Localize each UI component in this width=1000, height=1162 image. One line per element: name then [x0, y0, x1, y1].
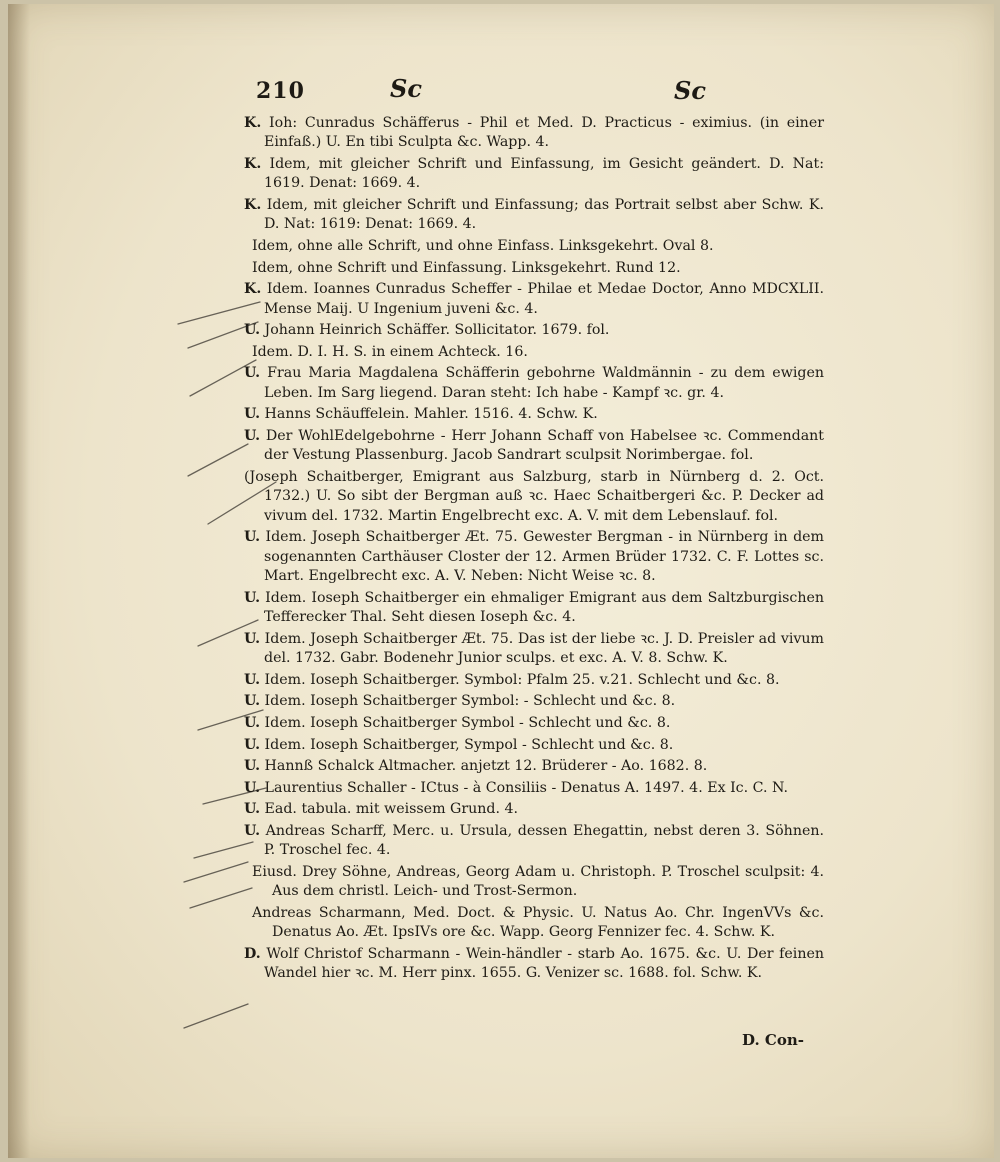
catalog-entry [244, 259, 824, 278]
entry-mark: K. [244, 281, 262, 298]
entry-mark: K. [244, 115, 262, 131]
entry-text: Idem, mit gleicher Schrift und Einfassung, im Gesicht geändert. D. Nat: 1619. Denat: 1669. 4. [264, 156, 824, 192]
entry-text: Wolf Christof Scharmann - Wein-händler - starb Ao. 1675. &c. U. Der feinen Wandel hier ꝛc. M. Herr pinx. 1655. G. Venizer sc. 1688. fol. Schw. K. [264, 945, 825, 982]
entry-text: Idem, mit gleicher Schrift und Einfassung; das Portrait selbst aber Schw. K. D. Nat: 1619: Denat: 1669. 4. [264, 197, 824, 233]
entry-mark: U. [244, 630, 261, 647]
catalog-entry [244, 427, 824, 466]
catalog-entry [244, 757, 824, 776]
catalog-entries [244, 114, 824, 986]
entry-text: Idem. Ioseph Schaitberger Symbol: - Schlecht und &c. 8. [264, 693, 676, 710]
entry-text: Idem. Ioannes Cunradus Scheffer - Philae et Medae Doctor, Anno MDCXLII. Mense Maij. U Ingenium juveni &c. 4. [264, 281, 824, 317]
entry-text: Ioh: Cunradus Schäfferus - Phil et Med. D. Practicus - eximius. (in einer Einfaß.) U. En tibi Sculpta &c. Wapp. 4. [264, 115, 824, 151]
entry-text: Idem. Ioseph Schaitberger, Sympol - Schlecht und &c. 8. [264, 736, 674, 753]
entry-text: Eiusd. Drey Söhne, Andreas, Georg Adam u. Christoph. P. Troschel sculpsit: 4. Aus dem christl. Leich- und Trost-Sermon. [252, 863, 824, 900]
entry-text: Laurentius Schaller - ICtus - à Consiliis - Denatus A. 1497. 4. Ex Ic. C. N. [264, 779, 789, 796]
page-header [8, 74, 994, 114]
catalog-entry [244, 280, 824, 319]
catalog-entry [244, 779, 824, 798]
entry-mark: U. [244, 322, 261, 339]
entry-mark: U. [244, 427, 261, 444]
entry-text: Johann Heinrich Schäffer. Sollicitator. 1679. fol. [264, 322, 610, 339]
entry-text: Frau Maria Magdalena Schäfferin gebohrne Waldmännin - zu dem ewigen Leben. Im Sarg liegend. Daran steht: Ich habe - Kampf ꝛc. gr. 4. [264, 365, 825, 401]
catalog-entry [244, 364, 824, 403]
entry-mark: U. [244, 365, 261, 382]
catalog-entry [244, 114, 824, 153]
catalog-entry [244, 945, 824, 984]
entry-text: Idem. Ioseph Schaitberger Symbol - Schlecht und &c. 8. [264, 714, 671, 731]
catalog-entry [244, 589, 824, 628]
entry-mark: K. [244, 156, 262, 172]
catalog-entry [244, 800, 824, 819]
catchword: D. Con- [742, 1031, 804, 1049]
entry-mark: U. [244, 671, 261, 688]
entry-mark: U. [244, 822, 261, 839]
entry-text: Idem, ohne alle Schrift, und ohne Einfass. Linksgekehrt. Oval 8. [252, 238, 714, 254]
entry-text: Idem. D. I. H. S. in einem Achteck. 16. [252, 343, 528, 360]
catalog-entry [244, 343, 824, 362]
catalog-entry [244, 155, 824, 194]
catalog-entry [244, 630, 824, 669]
entry-text: Andreas Scharff, Merc. u. Ursula, dessen Ehegattin, nebst deren 3. Söhnen. P. Troschel fec. 4. [264, 822, 824, 859]
entry-mark: U. [244, 406, 261, 423]
entry-text: Der WohlEdelgebohrne - Herr Johann Schaff von Habelsee ꝛc. Commendant der Vestung Plassenburg. Jacob Sandrart sculpsit Norimbergae. fol. [264, 427, 824, 464]
catalog-entry [244, 822, 824, 861]
catalog-entry [244, 736, 824, 755]
catalog-entry [244, 671, 824, 690]
entry-mark: U. [244, 758, 261, 775]
entry-text: Idem, ohne Schrift und Einfassung. Linksgekehrt. Rund 12. [252, 259, 681, 276]
entry-mark: U. [244, 529, 261, 546]
catalog-entry [244, 863, 824, 902]
catalog-entry [244, 528, 824, 586]
entry-text: Ead. tabula. mit weissem Grund. 4. [264, 801, 519, 818]
catalog-entry [244, 405, 824, 424]
entry-mark: U. [244, 693, 261, 710]
running-head-left: Sc [390, 74, 422, 103]
catalog-entry [244, 321, 824, 340]
catalog-entry [244, 237, 824, 256]
running-head-right: Sc [674, 76, 706, 105]
catalog-entry [244, 196, 824, 235]
entry-mark: K. [244, 197, 262, 213]
catalog-entry [244, 714, 824, 733]
entry-mark: U. [244, 801, 261, 818]
entry-text: Hannß Schalck Altmacher. anjetzt 12. Brüderer - Ao. 1682. 8. [264, 758, 708, 775]
entry-text: (Joseph Schaitberger, Emigrant aus Salzburg, starb in Nürnberg d. 2. Oct. 1732.) U. So sibt der Bergman auß ꝛc. Haec Schaitbergeri &c. P. Decker ad vivum del. 1732. Martin Engelbrecht exc. A. V. mit dem Lebenslauf. fol. [244, 468, 824, 524]
entry-text: Andreas Scharmann, Med. Doct. & Physic. U. Natus Ao. Chr. IngenVVs &c. Denatus Ao. Æt. IpsIVs ore &c. Wapp. Georg Fennizer fec. 4. Schw. K. [252, 904, 824, 941]
entry-text: Idem. Ioseph Schaitberger ein ehmaliger Emigrant aus dem Saltzburgischen Tefferecker Thal. Seht diesen Ioseph &c. 4. [264, 589, 825, 626]
entry-mark: D. [244, 945, 261, 962]
entry-text: Hanns Schäuffelein. Mahler. 1516. 4. Schw. K. [264, 406, 598, 423]
catalog-entry [244, 904, 824, 943]
entry-mark: U. [244, 779, 261, 796]
book-page [8, 4, 994, 1158]
entry-mark: U. [244, 714, 261, 731]
catalog-entry [244, 692, 824, 711]
entry-mark: U. [244, 589, 261, 606]
entry-text: Idem. Joseph Schaitberger Æt. 75. Gewester Bergman - in Nürnberg in dem sogenannten Carthäuser Closter der 12. Armen Brüder 1732. C. F. Lottes sc. Mart. Engelbrecht exc. A. V. Neben: Nicht Weise ꝛc. 8. [264, 529, 824, 585]
catalog-entry [244, 468, 824, 526]
page-number: 210 [256, 78, 305, 104]
entry-text: Idem. Joseph Schaitberger Æt. 75. Das ist der liebe ꝛc. J. D. Preisler ad vivum del. 1732. Gabr. Bodenehr Junior sculps. et exc. A. V. 8. Schw. K. [264, 630, 824, 667]
entry-mark: U. [244, 736, 261, 753]
entry-text: Idem. Ioseph Schaitberger. Symbol: Pfalm 25. v.21. Schlecht und &c. 8. [264, 671, 780, 688]
